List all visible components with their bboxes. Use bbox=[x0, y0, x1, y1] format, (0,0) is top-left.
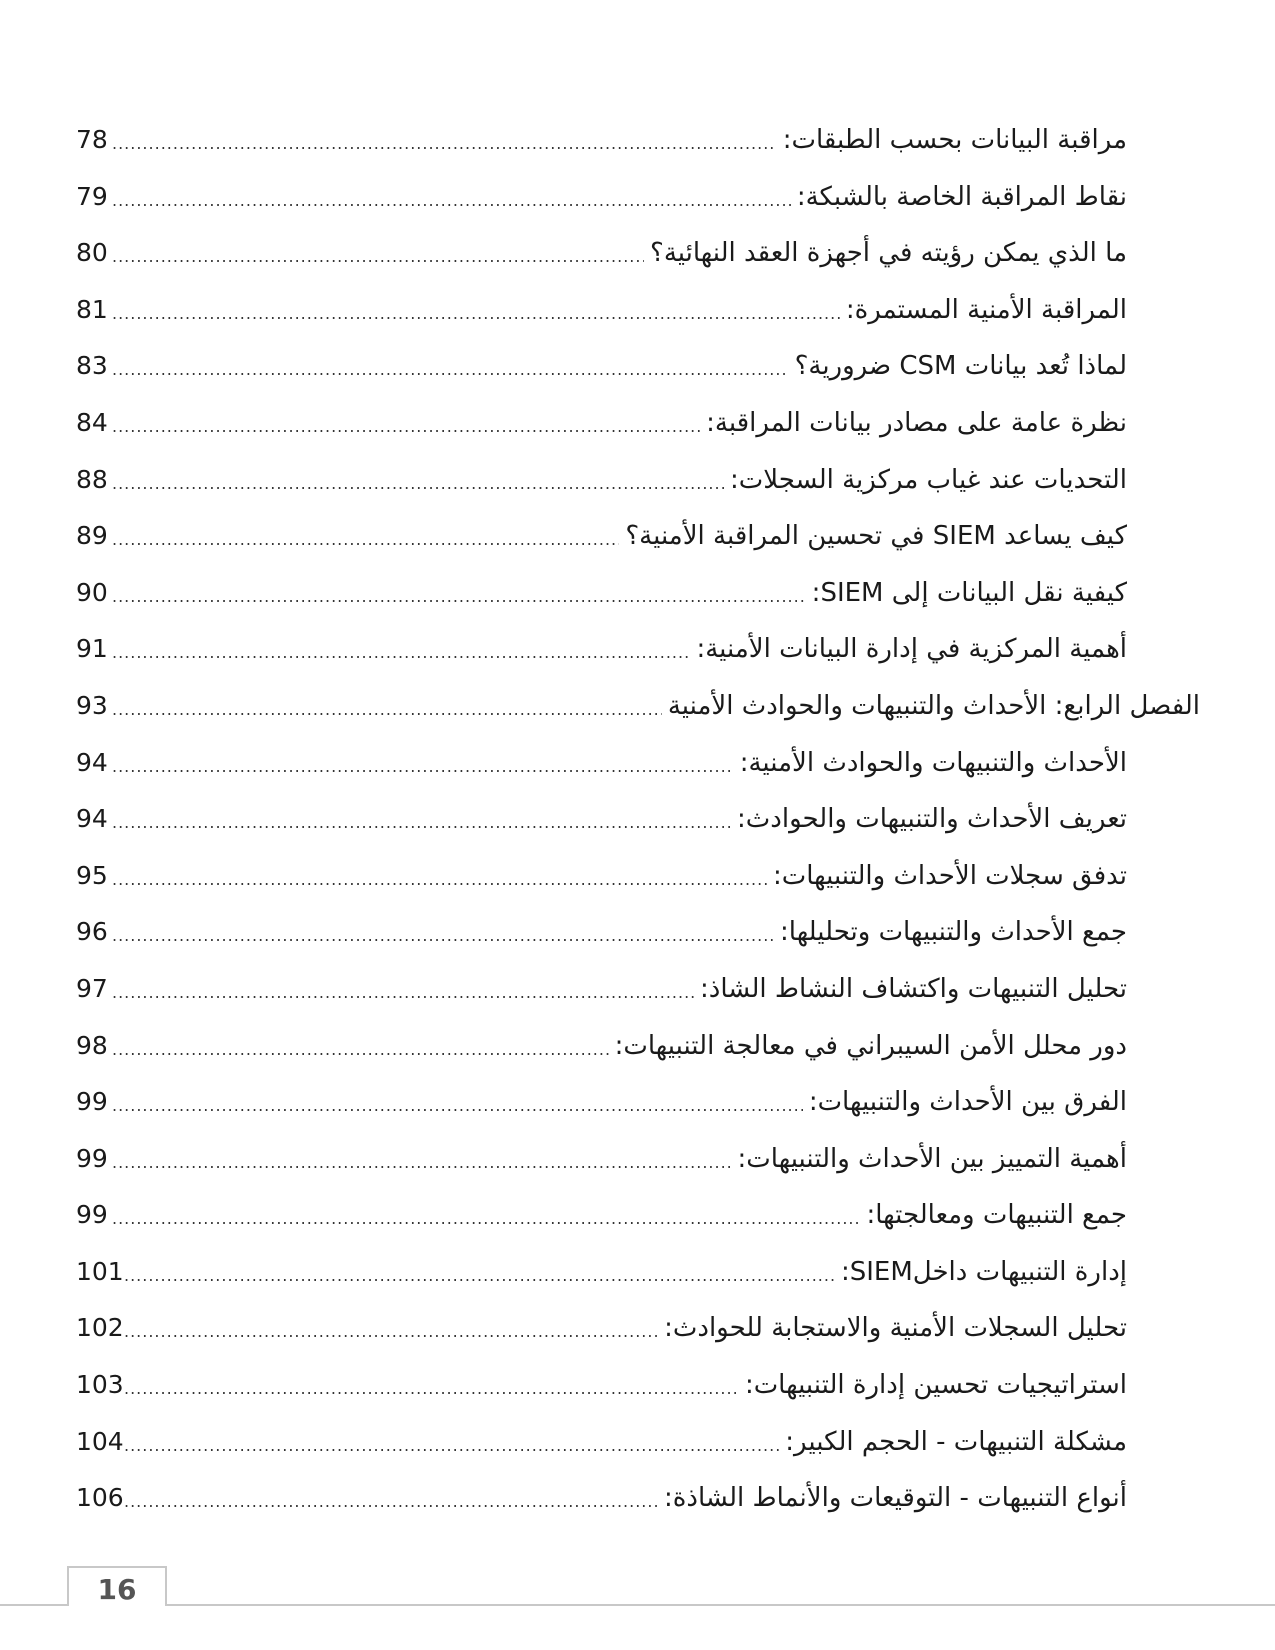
toc-entry-title: مراقبة البيانات بحسب الطبقات: bbox=[781, 120, 1127, 160]
table-of-contents bbox=[0, 112, 1275, 1527]
toc-dot-leader bbox=[112, 1086, 803, 1118]
toc-entry[interactable] bbox=[0, 225, 1275, 282]
toc-entry[interactable] bbox=[0, 848, 1275, 905]
toc-entry-title: نظرة عامة على مصادر بيانات المراقبة: bbox=[704, 403, 1127, 443]
toc-page-number: 79 bbox=[76, 181, 108, 211]
toc-page-number: 93 bbox=[76, 690, 108, 720]
toc-page-number: 101 bbox=[76, 1256, 124, 1286]
toc-entry-title: تعريف الأحداث والتنبيهات والحوادث: bbox=[735, 799, 1127, 839]
toc-entry-title: تحليل السجلات الأمنية والاستجابة للحوادث: bbox=[662, 1308, 1127, 1348]
toc-entry[interactable] bbox=[0, 1357, 1275, 1414]
toc-dot-leader bbox=[112, 520, 619, 552]
toc-dot-leader bbox=[124, 1256, 835, 1288]
page-number: 16 bbox=[97, 1573, 137, 1606]
toc-page-number: 106 bbox=[76, 1483, 124, 1513]
toc-dot-leader bbox=[112, 1143, 732, 1175]
toc-page-number: 99 bbox=[76, 1087, 108, 1117]
toc-dot-leader bbox=[112, 747, 734, 779]
toc-entry-title: مشكلة التنبيهات - الحجم الكبير: bbox=[783, 1422, 1127, 1462]
toc-dot-leader bbox=[112, 633, 690, 665]
toc-entry-title: الفرق بين الأحداث والتنبيهات: bbox=[807, 1082, 1127, 1122]
toc-entry-title: كيفية نقل البيانات إلى SIEM: bbox=[810, 573, 1127, 613]
toc-dot-leader bbox=[112, 803, 731, 835]
toc-entry-title: دور محلل الأمن السيبراني في معالجة التنبيهات: bbox=[613, 1026, 1127, 1066]
footer-rule bbox=[0, 1604, 1275, 1606]
toc-entry[interactable] bbox=[0, 1470, 1275, 1527]
toc-entry[interactable] bbox=[0, 508, 1275, 565]
toc-dot-leader bbox=[124, 1369, 739, 1401]
toc-entry[interactable] bbox=[0, 1131, 1275, 1188]
toc-page-number: 94 bbox=[76, 747, 108, 777]
toc-entry-title: تدفق سجلات الأحداث والتنبيهات: bbox=[771, 856, 1127, 896]
toc-page-number: 88 bbox=[76, 464, 108, 494]
toc-page-number: 99 bbox=[76, 1143, 108, 1173]
toc-entry-title: أنواع التنبيهات - التوقيعات والأنماط الشاذة: bbox=[662, 1478, 1127, 1518]
toc-entry-title: إدارة التنبيهات داخلSIEM: bbox=[839, 1252, 1127, 1292]
toc-entry-title: أهمية التمييز بين الأحداث والتنبيهات: bbox=[736, 1139, 1127, 1179]
toc-page-number: 80 bbox=[76, 238, 108, 268]
toc-page-number: 84 bbox=[76, 407, 108, 437]
toc-dot-leader bbox=[112, 237, 644, 269]
toc-page-number: 102 bbox=[76, 1313, 124, 1343]
toc-entry-title: الأحداث والتنبيهات والحوادث الأمنية: bbox=[738, 743, 1127, 783]
toc-page-number: 104 bbox=[76, 1426, 124, 1456]
toc-dot-leader bbox=[112, 181, 791, 213]
toc-dot-leader bbox=[124, 1426, 779, 1458]
toc-entry-title: جمع الأحداث والتنبيهات وتحليلها: bbox=[778, 912, 1127, 952]
toc-entry[interactable] bbox=[0, 1300, 1275, 1357]
toc-page-number: 78 bbox=[76, 125, 108, 154]
toc-entry[interactable] bbox=[0, 452, 1275, 509]
toc-page-number: 89 bbox=[76, 521, 108, 551]
toc-dot-leader bbox=[112, 407, 700, 439]
toc-entry-title: أهمية المركزية في إدارة البيانات الأمنية: bbox=[694, 629, 1127, 669]
toc-entry-title: لماذا تُعد بيانات CSM ضرورية؟ bbox=[793, 346, 1127, 386]
toc-page-number: 98 bbox=[76, 1030, 108, 1060]
page-number-tab bbox=[67, 1566, 167, 1606]
toc-dot-leader bbox=[112, 464, 724, 496]
toc-dot-leader bbox=[124, 1312, 658, 1344]
toc-entry-title: التحديات عند غياب مركزية السجلات: bbox=[728, 460, 1127, 500]
toc-page-number: 94 bbox=[76, 804, 108, 834]
toc-page-number: 96 bbox=[76, 917, 108, 947]
toc-dot-leader bbox=[112, 1030, 609, 1062]
toc-dot-leader bbox=[124, 1482, 658, 1514]
toc-dot-leader bbox=[112, 860, 767, 892]
toc-dot-leader bbox=[112, 916, 774, 948]
toc-page-number: 99 bbox=[76, 1200, 108, 1230]
toc-entry[interactable] bbox=[0, 961, 1275, 1018]
toc-entry[interactable] bbox=[0, 338, 1275, 395]
toc-dot-leader bbox=[112, 973, 694, 1005]
toc-page-number: 103 bbox=[76, 1370, 124, 1400]
toc-entry[interactable] bbox=[0, 791, 1275, 848]
toc-entry[interactable] bbox=[0, 1187, 1275, 1244]
toc-entry-title: المراقبة الأمنية المستمرة: bbox=[844, 290, 1127, 330]
toc-entry-title: نقاط المراقبة الخاصة بالشبكة: bbox=[795, 177, 1127, 217]
toc-entry-title: جمع التنبيهات ومعالجتها: bbox=[864, 1195, 1127, 1235]
toc-dot-leader bbox=[112, 690, 662, 722]
toc-entry[interactable] bbox=[0, 735, 1275, 792]
toc-chapter-entry[interactable] bbox=[0, 678, 1275, 735]
toc-entry[interactable] bbox=[0, 565, 1275, 622]
toc-dot-leader bbox=[112, 350, 789, 382]
toc-page-number: 95 bbox=[76, 860, 108, 890]
toc-entry[interactable] bbox=[0, 621, 1275, 678]
toc-entry[interactable] bbox=[0, 112, 1275, 169]
toc-entry-title: ما الذي يمكن رؤيته في أجهزة العقد النهائية؟ bbox=[648, 233, 1127, 273]
toc-entry[interactable] bbox=[0, 282, 1275, 339]
toc-entry[interactable] bbox=[0, 395, 1275, 452]
toc-entry[interactable] bbox=[0, 1414, 1275, 1471]
toc-page-number: 83 bbox=[76, 351, 108, 381]
toc-entry[interactable] bbox=[0, 1244, 1275, 1301]
toc-page-number: 91 bbox=[76, 634, 108, 664]
toc-dot-leader bbox=[112, 1199, 860, 1231]
toc-chapter-title: الفصل الرابع: الأحداث والتنبيهات والحوادث الأمنية bbox=[666, 686, 1200, 726]
toc-entry-title: استراتيجيات تحسين إدارة التنبيهات: bbox=[743, 1365, 1127, 1405]
toc-page-number: 97 bbox=[76, 973, 108, 1003]
toc-dot-leader bbox=[112, 577, 806, 609]
toc-entry-title: كيف يساعد SIEM في تحسين المراقبة الأمنية؟ bbox=[623, 516, 1127, 556]
toc-entry[interactable] bbox=[0, 169, 1275, 226]
toc-page-number: 81 bbox=[76, 294, 108, 324]
toc-dot-leader bbox=[112, 124, 777, 156]
toc-entry-title: تحليل التنبيهات واكتشاف النشاط الشاذ: bbox=[698, 969, 1127, 1009]
toc-dot-leader bbox=[112, 294, 840, 326]
toc-entry[interactable] bbox=[0, 904, 1275, 961]
toc-entry[interactable] bbox=[0, 1074, 1275, 1131]
toc-entry[interactable] bbox=[0, 1018, 1275, 1075]
toc-page-number: 90 bbox=[76, 577, 108, 607]
